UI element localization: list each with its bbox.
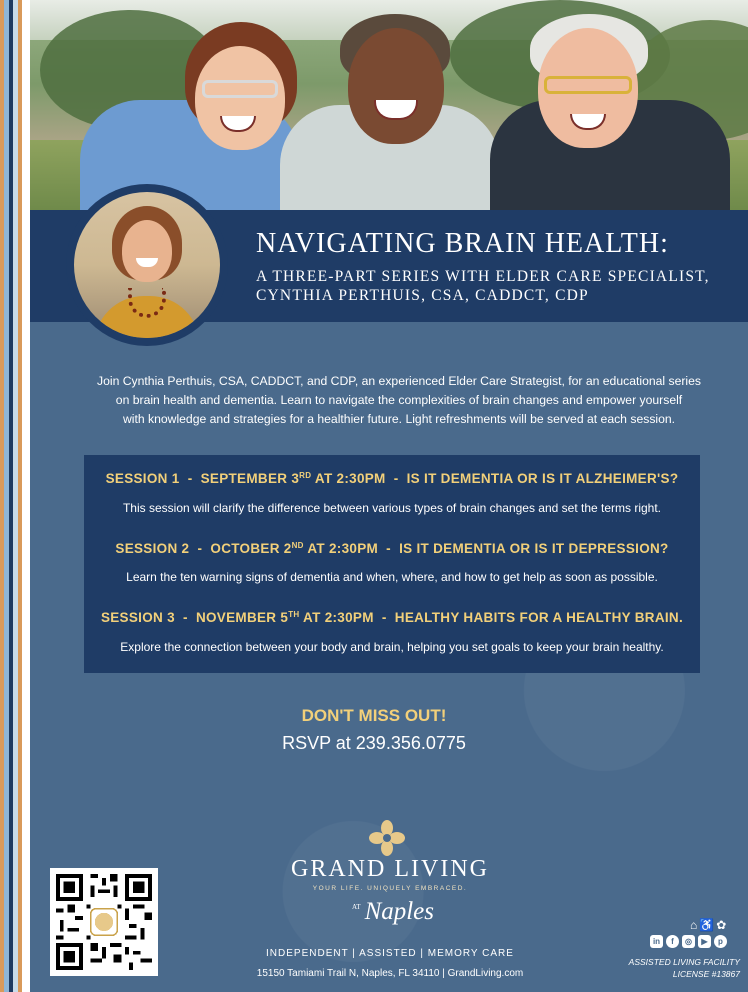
pinterest-icon[interactable]: p	[714, 935, 727, 948]
speaker-portrait	[66, 184, 228, 346]
session-3-description: Explore the connection between your body and brain, helping you set goals to keep your brain healthy.	[120, 640, 664, 654]
session-topic: IS IT DEMENTIA OR IS IT DEPRESSION?	[399, 541, 669, 556]
date-ordinal: RD	[299, 471, 312, 480]
session-topic: IS IT DEMENTIA OR IS IT ALZHEIMER'S?	[406, 471, 679, 486]
separator: -	[386, 541, 391, 556]
separator: -	[183, 610, 188, 625]
social-links	[650, 935, 727, 948]
subtitle	[256, 267, 710, 305]
page-title: NAVIGATING BRAIN HEALTH:	[256, 228, 669, 259]
location-script	[352, 898, 434, 926]
instagram-icon[interactable]: ◎	[682, 935, 695, 948]
intro-text	[96, 372, 702, 429]
separator: -	[187, 471, 193, 486]
license-info	[620, 956, 740, 980]
qr-code[interactable]	[50, 868, 158, 976]
accessibility-icons	[690, 918, 728, 932]
separator: -	[197, 541, 203, 556]
rsvp-phone[interactable]: RSVP at 239.356.0775	[282, 733, 466, 753]
intro-line-3: with knowledge and strategies for a healthier future. Light refreshments will be served at each session.	[122, 412, 676, 426]
session-2-description: Learn the ten warning signs of dementia and when, where, and how to get help as soon as possible.	[126, 570, 658, 584]
session-date: NOVEMBER 5	[195, 610, 289, 625]
session-3-heading	[84, 610, 700, 625]
session-1-description: This session will clarify the difference between various types of brain changes and set the terms right.	[122, 501, 662, 515]
linkedin-icon[interactable]: in	[650, 935, 663, 948]
subtitle-line-2: CYNTHIA PERTHUIS, CSA, CADDCT, CDP	[256, 287, 589, 304]
separator: -	[381, 610, 387, 625]
flower-logo-icon	[369, 820, 405, 856]
qr-code-icon	[56, 874, 152, 970]
pet-friendly-icon: ✿	[716, 918, 729, 932]
facebook-icon[interactable]: f	[666, 935, 679, 948]
session-1-heading	[84, 471, 700, 486]
session-date: OCTOBER 2	[210, 541, 292, 556]
brand-name: GRAND LIVING	[291, 856, 489, 882]
care-levels: INDEPENDENT | ASSISTED | MEMORY CARE	[266, 948, 514, 959]
session-label: SESSION 3	[100, 610, 175, 625]
cta-heading: DON'T MISS OUT!	[301, 706, 447, 725]
intro-line-2: on brain health and dementia. Learn to navigate the complexities of brain changes and empower yourself	[115, 393, 683, 407]
brand-tagline: YOUR LIFE. UNIQUELY EMBRACED.	[312, 885, 468, 892]
intro-line-1: Join Cynthia Perthuis, CSA, CADDCT, and CDP, an experienced Elder Care Strategist, for an educational series	[96, 374, 702, 388]
session-date: SEPTEMBER 3	[200, 471, 300, 486]
session-time: AT 2:30PM	[314, 471, 386, 486]
date-ordinal: ND	[291, 541, 304, 550]
subtitle-line-1: A THREE-PART SERIES WITH ELDER CARE SPECIALIST,	[256, 268, 710, 285]
session-topic: HEALTHY HABITS FOR A HEALTHY BRAIN.	[394, 610, 684, 625]
license-line-2: LICENSE #13867	[672, 969, 740, 979]
hero-photo	[30, 0, 748, 210]
separator: -	[393, 471, 399, 486]
session-time: AT 2:30PM	[303, 610, 374, 625]
location-name: Naples	[364, 898, 435, 925]
session-time: AT 2:30PM	[307, 541, 379, 556]
youtube-icon[interactable]: ▶	[698, 935, 711, 948]
location-prefix: AT	[352, 903, 361, 911]
session-2-heading	[84, 541, 700, 556]
sessions-box	[84, 455, 700, 673]
wheelchair-icon: ♿	[699, 918, 717, 932]
license-line-1: ASSISTED LIVING FACILITY	[628, 957, 740, 967]
date-ordinal: TH	[288, 610, 300, 619]
session-label: SESSION 1	[105, 471, 180, 486]
address-line[interactable]: 15150 Tamiami Trail N, Naples, FL 34110 | GrandLiving.com	[256, 968, 524, 979]
side-stripes	[0, 0, 30, 992]
session-label: SESSION 2	[115, 541, 190, 556]
equal-housing-icon: ⌂	[690, 918, 700, 932]
